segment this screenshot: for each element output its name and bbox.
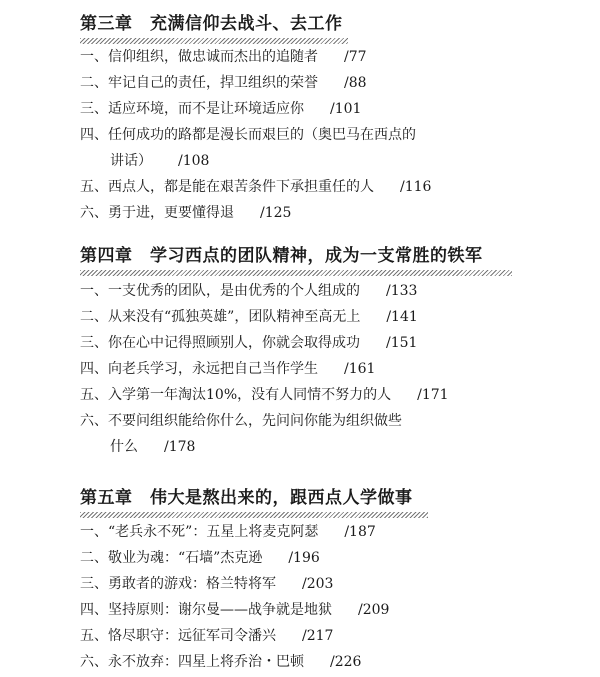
entry-text: 三、你在心中记得照顾别人，你就会取得成功	[80, 335, 360, 351]
toc-entry[interactable]	[80, 178, 431, 196]
entry-text: 一、“老兵永不死”：五星上将麦克阿瑟	[80, 524, 319, 540]
page-number: /178	[164, 439, 196, 455]
page-number: /226	[330, 654, 362, 670]
chapter-4	[0, 244, 600, 455]
entry-text: 三、适应环境，而不是让环境适应你	[80, 101, 304, 117]
entry-text: 一、一支优秀的团队，是由优秀的个人组成的	[80, 283, 360, 299]
page-number: /161	[344, 361, 376, 377]
entry-text: 四、坚持原则：谢尔曼——战争就是地狱	[80, 602, 332, 618]
entry-text: 二、敬业为魂：“石墙”杰克逊	[80, 550, 263, 566]
toc-entry[interactable]	[80, 601, 389, 619]
page-number: /187	[344, 524, 376, 540]
entry-text: 三、勇敢者的游戏：格兰特将军	[80, 576, 276, 592]
chapter-title: 第四章 学习西点的团队精神，成为一支常胜的铁军	[80, 246, 483, 266]
hatched-divider	[80, 38, 348, 44]
toc-entry[interactable]	[80, 100, 361, 118]
entry-text: 五、恪尽职守：远征军司令潘兴	[80, 628, 276, 644]
toc-entry[interactable]	[80, 575, 333, 593]
page-number: /203	[302, 576, 334, 592]
entry-text: 一、信仰组织，做忠诚而杰出的追随者	[80, 49, 318, 65]
entry-text: 五、入学第一年淘汰10%，没有人同情不努力的人	[80, 387, 392, 403]
toc-entry[interactable]	[80, 282, 417, 300]
page-number: /141	[386, 309, 418, 325]
chapter-3	[0, 12, 600, 221]
chapter-title: 第五章 伟大是熬出来的，跟西点人学做事	[80, 488, 413, 508]
page-number: /101	[330, 101, 362, 117]
toc-entry[interactable]	[80, 204, 291, 222]
entry-text: 六、永不放弃：四星上将乔治・巴顿	[80, 654, 304, 670]
page-number: /171	[417, 387, 449, 403]
page-number: /116	[400, 179, 432, 195]
toc-entry[interactable]	[80, 386, 449, 404]
entry-text: 讲话）	[110, 153, 152, 169]
entry-text: 六、不要问组织能给你什么，先问问你能为组织做些	[80, 413, 402, 429]
entry-text: 五、西点人，都是能在艰苦条件下承担重任的人	[80, 179, 374, 195]
page-number: /108	[178, 153, 210, 169]
toc-entry[interactable]	[80, 549, 320, 567]
toc-entry[interactable]	[80, 412, 402, 430]
toc-entry[interactable]	[80, 334, 417, 352]
chapter-title: 第三章 充满信仰去战斗、去工作	[80, 14, 343, 34]
entry-text: 四、向老兵学习，永远把自己当作学生	[80, 361, 318, 377]
entry-text: 六、勇于进，更要懂得退	[80, 205, 234, 221]
toc-entry[interactable]	[80, 523, 376, 541]
toc-entry[interactable]	[80, 360, 375, 378]
toc-entry[interactable]	[80, 74, 367, 92]
entry-text: 二、牢记自己的责任，捍卫组织的荣誉	[80, 75, 318, 91]
toc-entry-continuation[interactable]	[80, 152, 209, 170]
page-number: /196	[288, 550, 320, 566]
hatched-divider	[80, 512, 428, 518]
page-number: /151	[386, 335, 418, 351]
page-number: /77	[344, 49, 367, 65]
toc-entry-continuation[interactable]	[80, 438, 195, 456]
hatched-divider	[80, 270, 512, 276]
chapter-5	[0, 486, 600, 670]
page-number: /209	[358, 602, 390, 618]
entry-text: 四、任何成功的路都是漫长而艰巨的（奥巴马在西点的	[80, 127, 416, 143]
page-number: /133	[386, 283, 418, 299]
toc-entry[interactable]	[80, 48, 367, 66]
toc-entry[interactable]	[80, 653, 361, 671]
page-number: /88	[344, 75, 367, 91]
toc-entry[interactable]	[80, 627, 333, 645]
page-number: /217	[302, 628, 334, 644]
entry-text: 二、从来没有“孤独英雄”，团队精神至高无上	[80, 309, 361, 325]
page-number: /125	[260, 205, 292, 221]
toc-entry[interactable]	[80, 308, 418, 326]
entry-text: 什么	[110, 439, 138, 455]
toc-entry[interactable]	[80, 126, 416, 144]
